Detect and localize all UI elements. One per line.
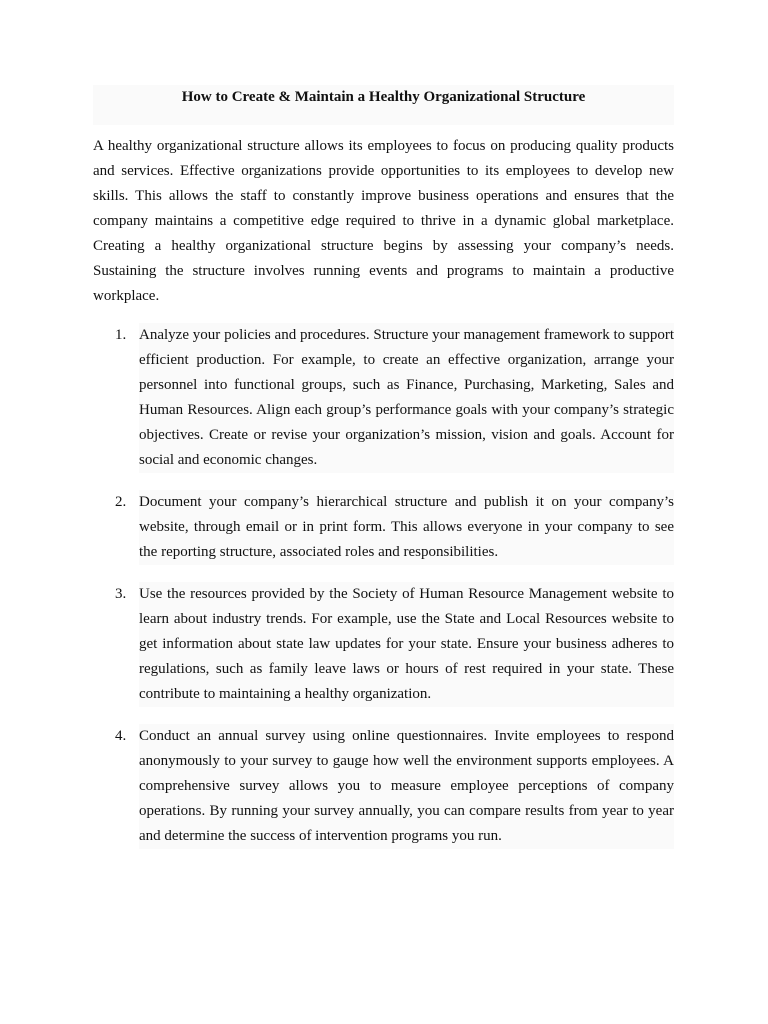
list-item-number: 4.	[115, 728, 127, 744]
list-item	[93, 582, 674, 707]
list-item-number: 2.	[115, 494, 127, 510]
intro-paragraph: A healthy organizational structure allows its employees to focus on producing quality products and services. Effective organizations provide opportunities to its employees to develop new skills. This allows the staff to constantly improve business operations and ensures that the company maintains a competitive edge required to thrive in a dynamic global marketplace. Creating a healthy organizational structure begins by assessing your company’s needs. Sustaining the structure involves running events and programs to maintain a productive workplace.	[93, 138, 674, 304]
list-item	[93, 490, 674, 565]
list-item-number: 1.	[115, 327, 127, 343]
list-item-number: 3.	[115, 586, 127, 602]
list-item-text: Use the resources provided by the Society of Human Resource Management website to learn about industry trends. For example, use the State and Local Resources website to get information about state law updates for your state. Ensure your business adheres to regulations, such as family leave laws or hours of rest required in your state. These contribute to maintaining a healthy organization.	[139, 582, 674, 707]
numbered-list	[93, 323, 674, 849]
document-body	[93, 85, 674, 866]
list-item-text: Conduct an annual survey using online questionnaires. Invite employees to respond anonymously to your survey to gauge how well the environment supports employees. A comprehensive survey allows you to measure employee perceptions of company operations. By running your survey annually, you can compare results from year to year and determine the success of intervention programs you run.	[139, 724, 674, 849]
list-item	[93, 323, 674, 473]
list-item	[93, 724, 674, 849]
list-item-text: Document your company’s hierarchical structure and publish it on your company’s website, through email or in print form. This allows everyone in your company to see the reporting structure, associated roles and responsibilities.	[139, 490, 674, 565]
list-item-text: Analyze your policies and procedures. Structure your management framework to support efficient production. For example, to create an effective organization, arrange your personnel into functional groups, such as Finance, Purchasing, Marketing, Sales and Human Resources. Align each group’s performance goals with your company’s strategic objectives. Create or revise your organization’s mission, vision and goals. Account for social and economic changes.	[139, 323, 674, 473]
document-title: How to Create & Maintain a Healthy Organizational Structure	[93, 85, 674, 125]
